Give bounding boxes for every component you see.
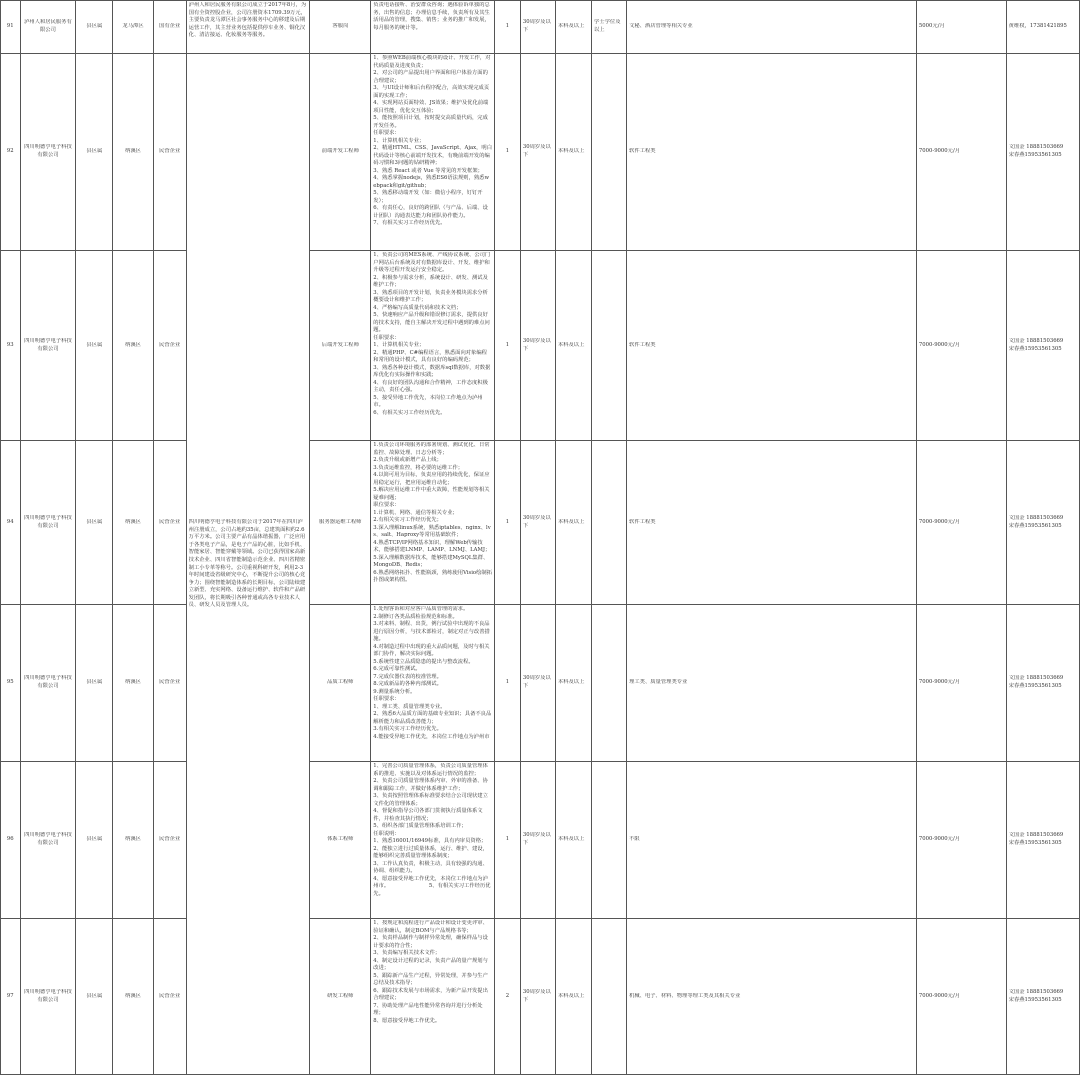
affiliation-level-text: 县区属 (86, 992, 103, 999)
major-requirement-text: 软件工程类 (629, 148, 656, 155)
age-requirement (520, 54, 555, 251)
degree-requirement (592, 762, 627, 919)
job-duties (371, 605, 495, 762)
row-number (1, 605, 21, 762)
degree-requirement (592, 251, 627, 441)
enterprise-nature (153, 54, 186, 251)
company-name (20, 251, 76, 441)
headcount (495, 54, 521, 251)
job-duties (371, 54, 495, 251)
headcount-text: 2 (505, 992, 510, 999)
contact-info (1006, 762, 1079, 919)
job-duties-text: 1、完善公司质量管理体系，负责公司质量管理体系的推进、实施以及对体系运行情况的监控； 2、负责公司质量管理体系内审、外审的准备、协调和跟踪工作，并做好体系维护工作； 3、负责按照管理体系标准要求结合公司现状建立文件化的管理体系； 4、督促和指导公司各部门贯彻执行质量体系文件，并检查其执行情况； 5、组织各部门质量管理体系培训工作； 任职说明： 1、熟悉16001/16949标准，具有内审员资格； 2、能独立进行过质量体系，运行、维护、建设，能够组织完善质量管理体系制度； 3、工作认真负责，积极主动，具有较强的沟通、协调、组织能力。 4、愿意接受异地工作优先，本岗位工作地点为泸州市。 5、有相关实习工作经历优先。 (373, 763, 491, 897)
position-name (310, 919, 371, 1075)
salary (916, 441, 1006, 605)
district-text: 纳溪区 (125, 341, 141, 348)
contact-info-text: 文国金 18881503669 宋春燕15953561305 (1008, 832, 1064, 846)
affiliation-level (76, 54, 113, 251)
age-requirement-text: 30周岁及以下 (522, 514, 551, 529)
district-text: 纳溪区 (125, 518, 141, 525)
district (113, 441, 153, 605)
education-requirement (555, 1, 591, 54)
major-requirement-text: 软件工程类 (629, 341, 656, 348)
education-requirement-text: 本科及以上 (557, 836, 585, 843)
age-requirement-text: 30周岁及以下 (522, 144, 551, 158)
contact-info-text: 文国金 18881503669 宋春燕15953561305 (1008, 675, 1064, 689)
company-name-text: 四川明德亨电子科技有限公司 (24, 675, 72, 689)
education-requirement (555, 762, 591, 919)
education-requirement (555, 919, 591, 1075)
education-requirement-text: 本科及以上 (557, 148, 585, 155)
education-requirement (555, 251, 591, 441)
job-duties-text: 1、按规定和流程进行产品设计和设计变更评审、验证和确认，制定BOM与产品规格书等； 2、负责样品制作与制样异常处理，确保样品与设计要求的符合性； 3、负责编写相关技术文件； 4、制定设计过程的记录，负责产品的量产规划与改进； 5、跟踪新产品生产过程，异常处理，并参与生产总结及技术指导； 6、跟踪技术发展与市场需求，为新产品开发提出合理建议； 7、协助处理产品电性能异常咨询并进行分析处理； 8、愿意接受异地工作优先。 (373, 920, 488, 1024)
degree-requirement (592, 54, 627, 251)
age-requirement-text: 30周岁及以下 (522, 675, 551, 689)
enterprise-nature-text: 民营企业 (159, 836, 181, 843)
contact-info-text: 文国金 18881503669 宋春燕15953561305 (1008, 144, 1064, 158)
salary (916, 605, 1006, 762)
district (113, 919, 153, 1075)
affiliation-level (76, 1, 113, 54)
table-row (1, 441, 1080, 605)
education-requirement-text: 本科及以上 (557, 992, 585, 999)
salary (916, 251, 1006, 441)
row-number-text: 94 (6, 518, 14, 525)
age-requirement (520, 441, 555, 605)
affiliation-level (76, 251, 113, 441)
major-requirement (627, 605, 917, 762)
position-name (310, 1, 371, 54)
row-number-text: 96 (6, 836, 14, 843)
district (113, 762, 153, 919)
company-description-text: 泸州人和居民服务有限公司成立于2017年8月，为国有全资控股企业，公司注册资本1709.39万元，主要负责龙马潭区社会事务服务中心的移建及后期运营工作，其主营业务包括提供停车业务、铜化汉化、清洁接运、化妆服务等服务。 (188, 2, 307, 39)
contact-info (1006, 251, 1079, 441)
headcount (495, 605, 521, 762)
headcount (495, 1, 521, 54)
job-duties-text: 负责电话接听、治安群众咨询；遇体验诉单独的总务，出售的信息；办理信息手续，负责所有及其生活用品的管理，搜集、销售；业务的推广和发展，每月服务的统计等。 (373, 2, 490, 31)
table-row (1, 605, 1080, 762)
enterprise-nature (153, 441, 186, 605)
district-text: 龙马潭区 (122, 23, 144, 30)
row-number-text: 91 (6, 23, 14, 30)
headcount (495, 441, 521, 605)
education-requirement-text: 本科及以上 (557, 23, 585, 30)
enterprise-nature-text: 民营企业 (159, 148, 181, 155)
company-name-text: 泸州人和居民服务有限公司 (24, 19, 72, 33)
education-requirement-text: 本科及以上 (557, 341, 585, 348)
contact-info (1006, 54, 1079, 251)
enterprise-nature (153, 605, 186, 762)
company-name-text: 四川明德亨电子科技有限公司 (24, 337, 72, 352)
contact-info-text: 文国金 18881503669 宋春燕15953561305 (1008, 337, 1064, 352)
major-requirement-text: 理工类、质量管理类专业 (629, 679, 688, 686)
table-row (1, 54, 1080, 251)
position-name-text: 服务器运维工程师 (319, 518, 362, 525)
job-duties (371, 441, 495, 605)
affiliation-level-text: 县区属 (86, 836, 103, 843)
district (113, 251, 153, 441)
salary-text: 7000-9000元/月 (918, 148, 961, 155)
job-duties-text: 1.负责公司环境服务的部署规划、测试优化、日常监控、故障处理、日志分析等； 2.负责升级或新增产品上线； 3.负责运维监控，将必要的运维工作； 4.以简可用为目标，负责应用的持续优化，保证应用稳定运行，把应用运维自动化； 5.解决应用运维工作中重大故障，性能规划等相关疑难问题； 职位要求： 1.计算机、网络、通信等相关专业； 2.有相关实习工作经历优先； 3.深入理解linux系统，熟悉iptables、nginx、lvs、salt、Haproxy等常用基础软件； 4.熟悉TCP/IP网络基本知识，理解Web传输技术，能够搭建LNMP、LAMP、LNMJ、LAMJ； 5.深入理解数据库技术，能够搭建MySQL集群、MongoDB、Redis； 6.熟悉网络拓扑、性能瓶颈，熟练使用Visio绘制拓扑图或架构图。 (373, 442, 493, 584)
company-description (186, 54, 310, 1075)
age-requirement-text: 30周岁及以下 (522, 988, 551, 1003)
job-duties (371, 251, 495, 441)
major-requirement (627, 1, 917, 54)
position-name (310, 441, 371, 605)
major-requirement-text: 机械、电子、材料、物理等理工类及其相关专业 (629, 992, 741, 999)
company-description (186, 1, 310, 54)
position-name-text: 品质工程师 (327, 679, 354, 686)
headcount-text: 1 (505, 341, 510, 348)
age-requirement (520, 919, 555, 1075)
company-name-text: 四川明德亨电子科技有限公司 (24, 144, 72, 158)
degree-requirement (592, 919, 627, 1075)
row-number (1, 762, 21, 919)
company-name-text: 四川明德亨电子科技有限公司 (24, 832, 72, 846)
job-duties (371, 1, 495, 54)
position-name-text: 前端开发工程师 (321, 148, 359, 155)
education-requirement (555, 441, 591, 605)
affiliation-level (76, 441, 113, 605)
salary-text: 7000-9000元/月 (918, 679, 961, 686)
salary-text: 7000-9000元/月 (918, 836, 961, 843)
headcount (495, 251, 521, 441)
salary-text: 7000-9000元/月 (918, 518, 961, 525)
education-requirement (555, 54, 591, 251)
age-requirement (520, 762, 555, 919)
contact-info-text: 黄维权，17381421895 (1008, 23, 1067, 30)
age-requirement (520, 605, 555, 762)
district (113, 54, 153, 251)
contact-info (1006, 1, 1079, 54)
row-number (1, 251, 21, 441)
education-requirement-text: 本科及以上 (557, 518, 585, 525)
position-name-text: 客服岗 (332, 23, 349, 30)
contact-info (1006, 441, 1079, 605)
affiliation-level-text: 县区属 (86, 341, 103, 348)
age-requirement-text: 30周岁及以下 (522, 19, 551, 33)
headcount (495, 762, 521, 919)
position-name-text: 体系工程师 (327, 836, 354, 843)
enterprise-nature-text: 民营企业 (159, 992, 181, 999)
position-name (310, 54, 371, 251)
degree-requirement (592, 441, 627, 605)
position-name (310, 251, 371, 441)
age-requirement (520, 1, 555, 54)
district-text: 纳溪区 (125, 992, 141, 999)
district (113, 1, 153, 54)
major-requirement (627, 251, 917, 441)
position-name-text: 后端开发工程师 (321, 341, 359, 348)
affiliation-level-text: 县区属 (86, 148, 103, 155)
enterprise-nature-text: 国有企业 (159, 23, 181, 30)
row-number-text: 93 (6, 341, 14, 348)
enterprise-nature (153, 1, 186, 54)
contact-info-text: 文国金 18881503669 宋春燕15953561305 (1008, 988, 1064, 1003)
job-duties-text: 1.处理客诉和对应客户品质管理的需求。 2.制修订各类品质检验规范和标准。 3.对来料、制程、出货，例行试验中出现的不良品进行原因分析，与技术部检讨，制定对正与改善措施。 4.对制造过程中出现的重大品质问题，及时与相关部门协作，解决实际问题。 5.系统性建立品质隐患的提出与整改流程。 6.完成可靠性测试。 7.完成仪器仪表的校准管理。 8.完成新品的各种内部测试。 9.测量系统分析。 任职要求： 1、理工类、质量管理类专业。 2、熟悉6大品质方面的基础专业知识；具备不良品解析能力和品质改善能力； 3.有相关实习工作经历优先。 4.能接受异地工作优先，本岗位工作地点为泸州市 (373, 606, 492, 740)
row-number-text: 95 (6, 679, 14, 686)
salary (916, 919, 1006, 1075)
degree-requirement-text: 学士学位及以上 (594, 19, 621, 33)
table-row (1, 919, 1080, 1075)
enterprise-nature (153, 919, 186, 1075)
headcount (495, 919, 521, 1075)
row-number-text: 92 (6, 148, 14, 155)
enterprise-nature (153, 762, 186, 919)
row-number (1, 919, 21, 1075)
job-duties-text: 1、负责公司的MES系统、产线协议系统、公司门户网站后台系统及对有数据库设计、开发、维护和升级等过程开发运行安全稳定。 2、积极参与需求分析，系统设计、研发、测试及维护工作； 3、熟悉项目的开发计划，负责业务模块需求分析概要设计和维护工作； 4、严格编写高质量代码和技术文档； 5、快速响应产品升级和错误修订需求，提供良好的技术支持，能自主解决开发过程中遇到的难点问题。 任职要求： 1、计算机相关专业； 2、精通PHP、C#编程语言，熟悉面向对象编程和常用的设计模式，具有良好的编码规范； 3、熟悉各种设计模式，数据库sql数据库，对数据库优化有实际操作和实践； 4、有良好的团队沟通和合作精神，工作态度积极主动，责任心强。 5、接受异地工作优先，本岗位工作地点为泸州市。 6、有相关实习工作经历优先。 (373, 252, 491, 416)
major-requirement-text: 软件工程类 (629, 518, 656, 525)
table-row (1, 1, 1080, 54)
row-number (1, 441, 21, 605)
degree-requirement (592, 605, 627, 762)
headcount-text: 1 (505, 23, 510, 30)
contact-info (1006, 605, 1079, 762)
salary (916, 762, 1006, 919)
position-name (310, 605, 371, 762)
headcount-text: 1 (505, 836, 510, 843)
major-requirement-text: 不限 (629, 836, 640, 843)
affiliation-level-text: 县区属 (86, 23, 103, 30)
affiliation-level (76, 919, 113, 1075)
row-number-text: 97 (6, 992, 14, 999)
salary-text: 5000元/月 (918, 23, 945, 30)
district (113, 605, 153, 762)
district-text: 纳溪区 (125, 148, 141, 155)
table-row (1, 251, 1080, 441)
salary (916, 54, 1006, 251)
company-name (20, 1, 76, 54)
education-requirement-text: 本科及以上 (557, 679, 585, 686)
age-requirement-text: 30周岁及以下 (522, 832, 551, 846)
table-row (1, 762, 1080, 919)
headcount-text: 1 (505, 679, 510, 686)
headcount-text: 1 (505, 148, 510, 155)
company-name (20, 762, 76, 919)
salary-text: 7000-9000元/月 (918, 992, 961, 999)
company-description-text: 四川明德亨电子科技有限公司于2017年在四川泸州注册成立，公司占地约35亩，总建筑面积约2.6万平方米。公司主要产品有晶体谐振器，广泛应用于各类电子产品，是电子产品的心脏，比如手机、智能家居、智能穿戴等领域。公司已获得国家高新技术企业、四川省智能制造示范企业、四川省精密制工小专革等称号。公司重视科研开发，利用2-3年时间建设省级研究中心，不断提升公司的核心竞争力；围绕智能制造体系的长期目标，公司陆续建立新型、充实网络、设备运行维护、软件和产品研发团队，将长期吸引各种普通或高各专业技术人员、研发人员及管理人员。 (188, 519, 306, 609)
enterprise-nature-text: 民营企业 (159, 518, 181, 525)
headcount-text: 1 (505, 518, 510, 525)
job-duties-text: 1、参照WEB前端核心模块的设计、开发工作，对代码质量及进度负责； 2、对公司的产品提出用户界面和用户体验方面的合理建议； 3、与UI设计师和后台程序配合，高效实现完成页面的实现工作； 4、实现网站页面特效、JS效果；维护及优化前端项目性能，优化交互体验； 5、能按照项目计划，按时提交高质量代码，完成开发任务。 任职要求： 1、计算机相关专业； 2、精通HTML、CSS、JavaScript、Ajax，明白代码设计等核心前端开发技术，有晚前端开发的编码习惯和3问题的钻研精神； 3、熟悉 React 或者 Vue 等常见的开发框架； 4、熟悉掌握nodejs，熟悉ES6语法规则，熟悉webpack和git/github； 5、熟悉移动端开发（如：微信小程序，钉钉开发）； 6、有责任心，良好的跨团队（与产品、后端、设计团队）沟通表达能力和团队协作能力。 7、有相关实习工作经历优先。 (373, 55, 493, 227)
age-requirement (520, 251, 555, 441)
job-duties (371, 762, 495, 919)
major-requirement (627, 762, 917, 919)
degree-requirement (592, 1, 627, 54)
enterprise-nature (153, 251, 186, 441)
enterprise-nature-text: 民营企业 (159, 679, 181, 686)
major-requirement (627, 919, 917, 1075)
education-requirement (555, 605, 591, 762)
company-name (20, 605, 76, 762)
position-name (310, 762, 371, 919)
row-number (1, 1, 21, 54)
major-requirement-text: 文秘、酒店管理等相关专业 (629, 23, 693, 30)
position-name-text: 研发工程师 (327, 992, 354, 999)
affiliation-level (76, 605, 113, 762)
salary-text: 7000-9000元/月 (918, 341, 961, 348)
age-requirement-text: 30周岁及以下 (522, 337, 551, 352)
job-duties (371, 919, 495, 1075)
district-text: 纳溪区 (125, 679, 141, 686)
affiliation-level-text: 县区属 (86, 518, 103, 525)
salary (916, 1, 1006, 54)
major-requirement (627, 54, 917, 251)
affiliation-level (76, 762, 113, 919)
major-requirement (627, 441, 917, 605)
company-name-text: 四川明德亨电子科技有限公司 (24, 988, 72, 1003)
company-name-text: 四川明德亨电子科技有限公司 (24, 514, 72, 529)
district-text: 纳溪区 (125, 836, 141, 843)
row-number (1, 54, 21, 251)
affiliation-level-text: 县区属 (86, 679, 103, 686)
company-name (20, 441, 76, 605)
contact-info-text: 文国金 18881503669 宋春燕15953561305 (1008, 514, 1064, 529)
enterprise-nature-text: 民营企业 (159, 341, 181, 348)
company-name (20, 919, 76, 1075)
contact-info (1006, 919, 1079, 1075)
company-name (20, 54, 76, 251)
